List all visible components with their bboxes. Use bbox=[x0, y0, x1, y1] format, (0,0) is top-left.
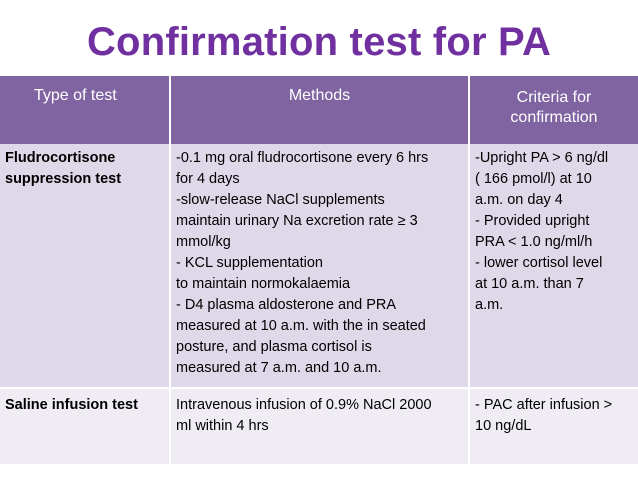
criteria-line: a.m. bbox=[475, 297, 504, 313]
header-type-of-test: Type of test bbox=[0, 76, 170, 144]
header-criteria bbox=[469, 76, 638, 144]
methods-line: -slow-release NaCl supplements bbox=[176, 192, 385, 208]
slide-title: Confirmation test for PA bbox=[86, 20, 552, 64]
criteria-cell bbox=[469, 144, 638, 388]
criteria-line: -Upright PA > 6 ng/dl bbox=[475, 150, 609, 166]
test-name-cell bbox=[0, 388, 170, 464]
methods-line: maintain urinary Na excretion rate ≥ 3 bbox=[176, 213, 418, 229]
methods-line: ml within 4 hrs bbox=[176, 418, 269, 434]
criteria-line: at 10 a.m. than 7 bbox=[475, 276, 584, 292]
table-header-row bbox=[0, 76, 638, 144]
methods-line: measured at 7 a.m. and 10 a.m. bbox=[176, 360, 382, 376]
comparison-table bbox=[0, 76, 638, 464]
methods-line: posture, and plasma cortisol is bbox=[176, 339, 372, 355]
table-row bbox=[0, 388, 638, 464]
methods-line: to maintain normokalaemia bbox=[176, 276, 351, 292]
methods-cell bbox=[170, 388, 469, 464]
criteria-line: - Provided upright bbox=[475, 213, 590, 229]
criteria-line: 10 ng/dL bbox=[475, 418, 532, 434]
methods-line: Intravenous infusion of 0.9% NaCl 2000 bbox=[176, 397, 432, 413]
header-criteria-line: confirmation bbox=[510, 109, 598, 126]
criteria-line: - lower cortisol level bbox=[475, 255, 603, 271]
criteria-line: PRA < 1.0 ng/ml/h bbox=[475, 234, 593, 250]
table-row bbox=[0, 144, 638, 388]
methods-line: - KCL supplementation bbox=[176, 255, 323, 271]
methods-line: -0.1 mg oral fludrocortisone every 6 hrs bbox=[176, 150, 429, 166]
methods-line: mmol/kg bbox=[176, 234, 231, 250]
test-name-line: Fludrocortisone bbox=[5, 150, 116, 166]
methods-line: for 4 days bbox=[176, 171, 240, 187]
criteria-line: - PAC after infusion > bbox=[475, 397, 613, 413]
test-name-line: Saline infusion test bbox=[5, 397, 138, 413]
test-name-line: suppression test bbox=[5, 171, 122, 187]
header-methods: Methods bbox=[170, 76, 469, 144]
test-name-cell bbox=[0, 144, 170, 388]
methods-cell bbox=[170, 144, 469, 388]
methods-line: - D4 plasma aldosterone and PRA bbox=[176, 297, 397, 313]
methods-line: measured at 10 a.m. with the in seated bbox=[176, 318, 426, 334]
criteria-cell bbox=[469, 388, 638, 464]
criteria-line: a.m. on day 4 bbox=[475, 192, 563, 208]
header-criteria-line: Criteria for bbox=[516, 89, 592, 106]
criteria-line: ( 166 pmol/l) at 10 bbox=[475, 171, 592, 187]
